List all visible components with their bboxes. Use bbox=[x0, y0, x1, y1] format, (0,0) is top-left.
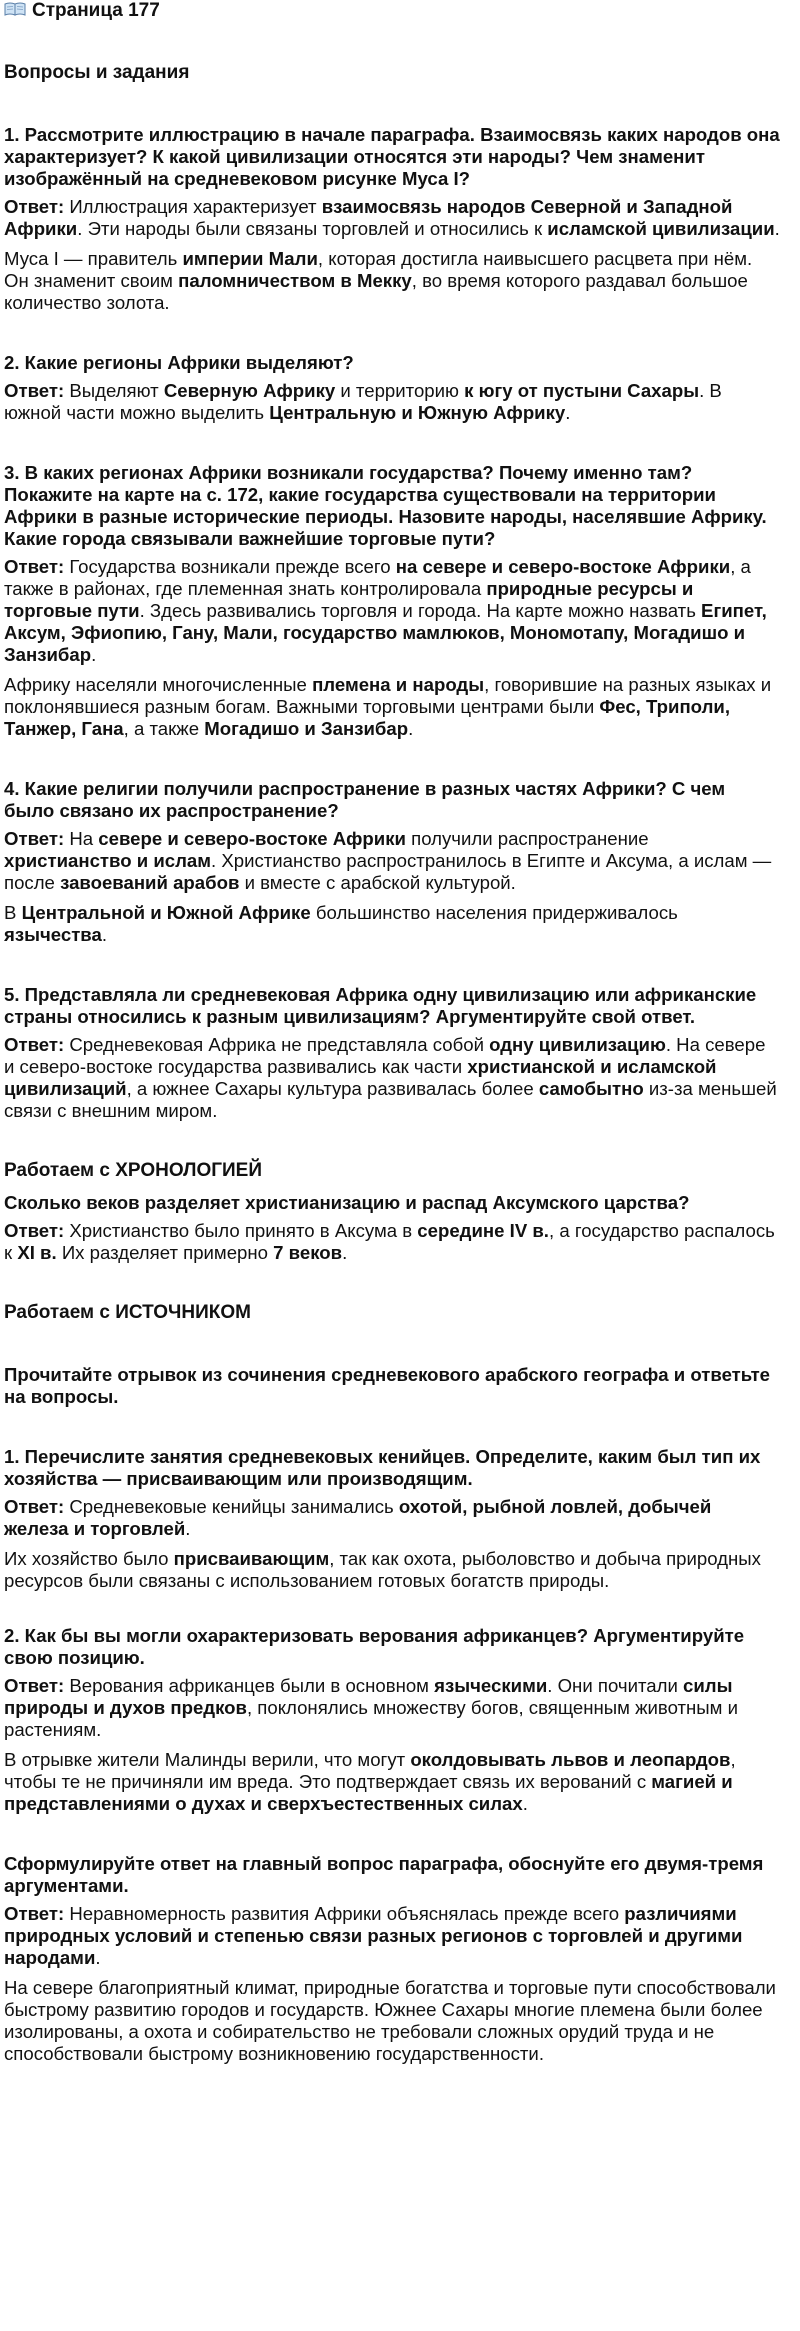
question-block bbox=[4, 462, 780, 740]
question-block bbox=[4, 124, 780, 314]
answer-paragraph bbox=[4, 1903, 780, 1969]
emphasis-text: природные ресурсы и торговые пути bbox=[4, 578, 694, 621]
body-text: и территорию bbox=[335, 380, 465, 401]
answer-paragraph bbox=[4, 1220, 780, 1264]
body-text: На bbox=[64, 828, 99, 849]
emphasis-text: завоеваний арабов bbox=[60, 872, 240, 893]
section-spacer bbox=[4, 1324, 780, 1364]
emphasis-text: Ответ: bbox=[4, 196, 65, 217]
body-text: из-за меньшей связи с внешним миром. bbox=[4, 1078, 777, 1121]
question-block bbox=[4, 1625, 780, 1815]
body-text: . Христианство распространилось в Египте и Аксума, а ислам — после bbox=[4, 850, 772, 893]
body-text: , во время которого раздавал большое количество золота. bbox=[4, 270, 748, 313]
answer-paragraph bbox=[4, 556, 780, 666]
emphasis-text: самобытно bbox=[538, 1078, 644, 1099]
body-text: В bbox=[4, 902, 22, 923]
body-text: . bbox=[95, 1947, 101, 1968]
emphasis-text: околдовывать львов и леопардов bbox=[410, 1749, 731, 1770]
body-text: , которая достигла наивысшего расцвета при нём. Он знаменит своим bbox=[4, 248, 753, 291]
answer-paragraph bbox=[4, 1034, 780, 1122]
emphasis-text: Фес, Триполи, Танжер, Гана bbox=[4, 696, 730, 739]
answer-continuation bbox=[4, 674, 780, 740]
body-text: . bbox=[408, 718, 414, 739]
question-text: 1. Рассмотрите иллюстрацию в начале параграфа. Взаимосвязь каких народов она характеризует? К какой цивилизации относятся эти народы? Чем знаменит изображённый на средневековом рисунке Муса I? bbox=[4, 124, 780, 189]
question-text: 3. В каких регионах Африки возникали государства? Почему именно там? Покажите на карте на с. 172, какие государства существовали на территории Африки в разные исторические периоды. Назовите народы, населявшие Африку. Какие города связывали важнейшие торговые пути? bbox=[4, 462, 767, 549]
emphasis-text: Ответ: bbox=[4, 1220, 65, 1241]
emphasis-text: Египет, Аксум, Эфиопию, Гану, Мали, государство мамлюков, Мономотапу, Могадишо и Занзибар bbox=[4, 600, 767, 665]
answer-continuation bbox=[4, 1749, 780, 1815]
emphasis-text: одну цивилизацию bbox=[489, 1034, 666, 1055]
body-text: , а также в районах, где племенная знать контролировала bbox=[4, 556, 751, 599]
emphasis-text: Ответ: bbox=[4, 556, 65, 577]
question-block bbox=[4, 1160, 780, 1264]
section-spacer bbox=[4, 1408, 780, 1446]
body-text: , чтобы те не причиняли им вреда. Это подтверждает связь их верований с bbox=[4, 1749, 736, 1792]
emphasis-text: севере и северо-востоке Африки bbox=[98, 828, 406, 849]
body-text: Неравномерность развития Африки объяснялась прежде всего bbox=[64, 1903, 625, 1924]
emphasis-text: исламской цивилизации bbox=[547, 218, 775, 239]
body-text: . bbox=[101, 924, 108, 945]
answer-continuation bbox=[4, 1977, 780, 2065]
body-text: , говорившие на разных языках и поклонявшиеся разным богам. Важными торговыми центрами были bbox=[4, 674, 772, 717]
body-text: . bbox=[565, 402, 571, 423]
emphasis-text: племена и народы bbox=[312, 674, 485, 695]
emphasis-text: Центральной и Южной Африке bbox=[21, 902, 311, 923]
question-text: Сформулируйте ответ на главный вопрос параграфа, обоснуйте его двумя-тремя аргументами. bbox=[4, 1853, 764, 1896]
question-text: 5. Представляла ли средневековая Африка одну цивилизацию или африканские страны относились к разным цивилизациям? Аргументируйте свой ответ. bbox=[4, 984, 757, 1027]
answer-paragraph bbox=[4, 196, 780, 240]
emphasis-text: Могадишо и Занзибар bbox=[204, 718, 409, 739]
answer-continuation bbox=[4, 1548, 780, 1592]
section-spacer bbox=[4, 740, 780, 778]
body-text: , а также bbox=[123, 718, 205, 739]
body-text: Верования африканцев были в основном bbox=[64, 1675, 435, 1696]
question-block bbox=[4, 1364, 780, 1408]
section-spacer bbox=[4, 22, 780, 62]
emphasis-text: охотой, рыбной ловлей, добычей железа и торговлей bbox=[4, 1496, 712, 1539]
body-text: . Они почитали bbox=[547, 1675, 684, 1696]
emphasis-text: к югу от пустыни Сахары bbox=[464, 380, 700, 401]
question-text: 4. Какие религии получили распространение в разных частях Африки? С чем было связано их распространение? bbox=[4, 778, 726, 821]
question-text: Сколько веков разделяет христианизацию и распад Аксумского царства? bbox=[4, 1192, 690, 1213]
page-header bbox=[4, 0, 780, 22]
body-text: Иллюстрация характеризует bbox=[64, 196, 322, 217]
body-text: . bbox=[185, 1518, 191, 1539]
body-text: . Эти народы были связаны торговлей и относились к bbox=[77, 218, 548, 239]
body-text: Средневековая Африка не представляла собой bbox=[64, 1034, 490, 1055]
open-book-icon bbox=[4, 0, 26, 22]
section-heading: Работаем с ХРОНОЛОГИЕЙ bbox=[4, 1160, 262, 1181]
body-text: и вместе с арабской культурой. bbox=[239, 872, 516, 893]
answer-continuation bbox=[4, 902, 780, 946]
section-spacer bbox=[4, 1122, 780, 1160]
emphasis-text: Ответ: bbox=[4, 1675, 65, 1696]
section-spacer bbox=[4, 1815, 780, 1853]
body-text: Христианство было принято в Аксума в bbox=[64, 1220, 418, 1241]
section-spacer bbox=[4, 1264, 780, 1302]
emphasis-text: XI в. bbox=[17, 1242, 57, 1263]
emphasis-text: взаимосвязь народов Северной и Западной Африки bbox=[4, 196, 733, 239]
body-text: Выделяют bbox=[64, 380, 164, 401]
body-text: . bbox=[774, 218, 780, 239]
body-text: Африку населяли многочисленные bbox=[4, 674, 313, 695]
body-text: . bbox=[91, 644, 97, 665]
question-text: Прочитайте отрывок из сочинения средневекового арабского географа и ответьте на вопросы. bbox=[4, 1364, 771, 1407]
emphasis-text: христианской и исламской цивилизаций bbox=[4, 1056, 717, 1099]
section-spacer bbox=[4, 946, 780, 984]
emphasis-text: христианство и ислам bbox=[4, 850, 212, 871]
emphasis-text: Ответ: bbox=[4, 380, 65, 401]
answer-paragraph bbox=[4, 380, 780, 424]
answer-paragraph bbox=[4, 828, 780, 894]
body-text: большинство населения придерживалось bbox=[310, 902, 678, 923]
emphasis-text: Ответ: bbox=[4, 1496, 65, 1517]
emphasis-text: Центральную и Южную Африку bbox=[269, 402, 566, 423]
body-text: В отрывке жители Малинды верили, что могут bbox=[4, 1749, 411, 1770]
body-text: . Здесь развивались торговля и города. На карте можно назвать bbox=[139, 600, 702, 621]
question-block bbox=[4, 778, 780, 946]
question-block bbox=[4, 1853, 780, 2065]
question-text: 2. Как бы вы могли охарактеризовать верования африканцев? Аргументируйте свою позицию. bbox=[4, 1625, 745, 1668]
emphasis-text: присваивающим bbox=[173, 1548, 330, 1569]
section-spacer bbox=[4, 1592, 780, 1625]
emphasis-text: языческими bbox=[434, 1675, 548, 1696]
body-text: . В южной части можно выделить bbox=[4, 380, 722, 423]
section-heading: Вопросы и задания bbox=[4, 62, 190, 83]
body-text: получили распространение bbox=[405, 828, 649, 849]
emphasis-text: язычества bbox=[4, 924, 102, 945]
body-text: . bbox=[522, 1793, 528, 1814]
answer-paragraph bbox=[4, 1675, 780, 1741]
body-text: Государства возникали прежде всего bbox=[64, 556, 396, 577]
emphasis-text: Ответ: bbox=[4, 1903, 65, 1924]
question-text: 2. Какие регионы Африки выделяют? bbox=[4, 352, 354, 373]
body-text: Средневековые кенийцы занимались bbox=[64, 1496, 399, 1517]
body-text: , а южнее Сахары культура развивалась более bbox=[126, 1078, 539, 1099]
body-text: , поклонялись множеству богов, священным животным и растениям. bbox=[4, 1697, 739, 1740]
section-spacer bbox=[4, 424, 780, 462]
emphasis-text: середине IV в. bbox=[417, 1220, 549, 1241]
body-text: . На севере и северо-востоке государства развивались как части bbox=[4, 1034, 766, 1077]
emphasis-text: империи Мали bbox=[182, 248, 318, 269]
page-title: Страница 177 bbox=[32, 0, 160, 21]
emphasis-text: на севере и северо-востоке Африки bbox=[395, 556, 731, 577]
body-text: На севере благоприятный климат, природные богатства и торговые пути способствовали быстрому развитию городов и государств. Южнее Сахары многие племена были более изолированы, а охота и собирательство не требовали сложных орудий труда и не способствовали быстрому возникновению государственности. bbox=[4, 1977, 776, 2064]
question-block bbox=[4, 984, 780, 1122]
emphasis-text: магией и представлениями о духах и сверхъестественных силах bbox=[4, 1771, 733, 1814]
page-content bbox=[4, 22, 780, 2065]
body-text: . bbox=[342, 1242, 348, 1263]
question-block bbox=[4, 352, 780, 424]
emphasis-text: различиями природных условий и степенью связи разных регионов с торговлей и другими народами bbox=[4, 1903, 743, 1968]
emphasis-text: Ответ: bbox=[4, 1034, 65, 1055]
section-spacer bbox=[4, 314, 780, 352]
body-text: Муса I — правитель bbox=[4, 248, 183, 269]
body-text: Их хозяйство было bbox=[4, 1548, 174, 1569]
body-text: , так как охота, рыболовство и добыча природных ресурсов были связаны с использованием готовых богатств природы. bbox=[4, 1548, 761, 1591]
body-text: , а государство распалось к bbox=[4, 1220, 775, 1263]
emphasis-text: Ответ: bbox=[4, 828, 65, 849]
question-text: 1. Перечислите занятия средневековых кенийцев. Определите, каким был тип их хозяйства — присваивающим или производящим. bbox=[4, 1446, 761, 1489]
section-spacer bbox=[4, 84, 780, 124]
body-text: Их разделяет примерно bbox=[56, 1242, 274, 1263]
emphasis-text: паломничеством в Мекку bbox=[178, 270, 412, 291]
emphasis-text: силы природы и духов предков bbox=[4, 1675, 733, 1718]
answer-continuation bbox=[4, 248, 780, 314]
answer-paragraph bbox=[4, 1496, 780, 1540]
emphasis-text: Северную Африку bbox=[163, 380, 336, 401]
emphasis-text: 7 веков bbox=[273, 1242, 343, 1263]
section-heading: Работаем с ИСТОЧНИКОМ bbox=[4, 1302, 251, 1323]
question-block bbox=[4, 1446, 780, 1592]
